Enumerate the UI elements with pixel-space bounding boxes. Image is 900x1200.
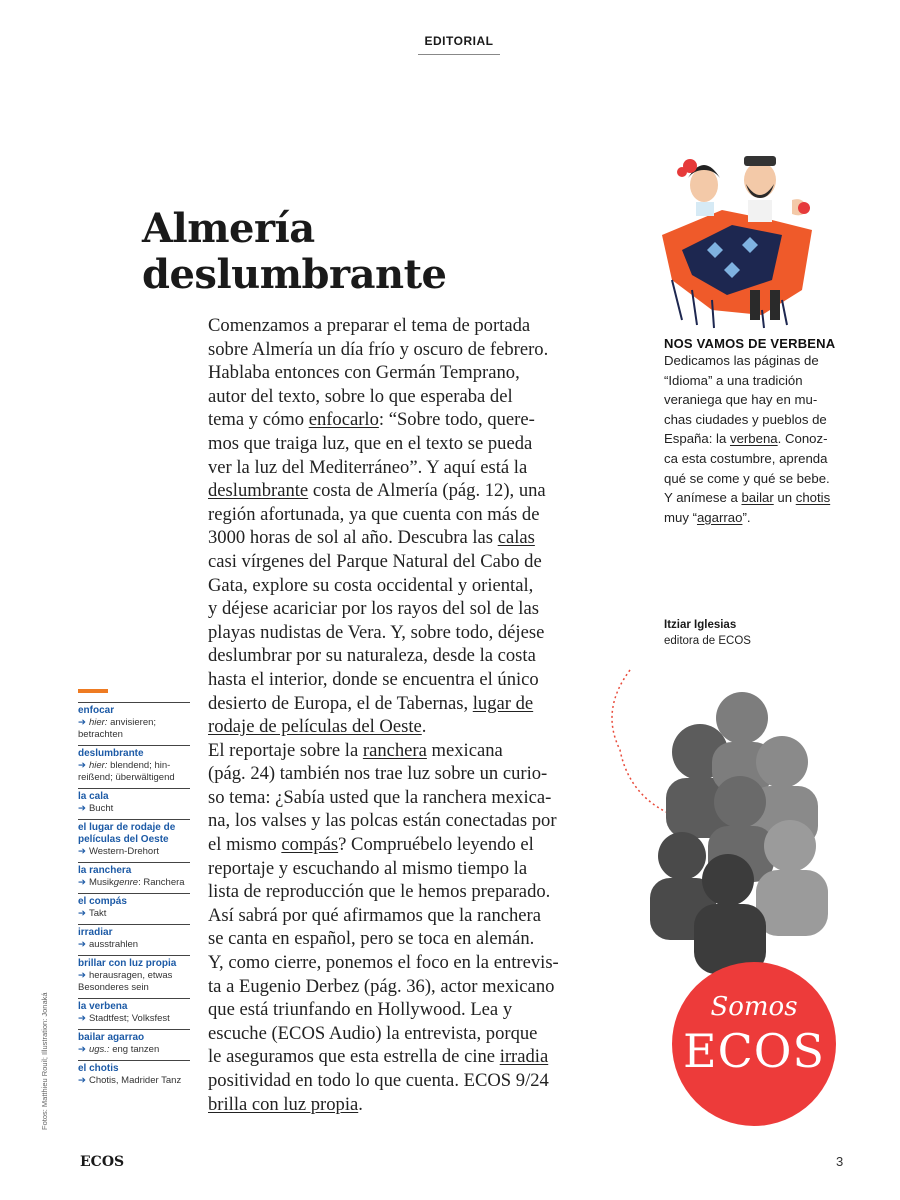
glossary-term: bailar agarrao: [78, 1032, 145, 1043]
body-line: playas nudistas de Vera. Y, sobre todo, déjese: [208, 621, 545, 643]
sidebar-line: muy “agarrao”.: [664, 509, 751, 525]
glossary-definition: ➔ Bucht: [78, 803, 114, 814]
body-line: el mismo compás? Compruébelo leyendo el: [208, 834, 534, 856]
body-line: lista de reproducción que le hemos preparado.: [208, 881, 551, 903]
body-line: casi vírgenes del Parque Natural del Cabo de: [208, 550, 542, 572]
body-line: so tema: ¿Sabía usted que la ranchera mexica-: [208, 786, 552, 808]
body-line: deslumbrante costa de Almería (pág. 12), una: [208, 480, 546, 502]
body-line: Así sabrá por qué afirmamos que la ranchera: [208, 904, 541, 926]
headline-line: Almería: [142, 205, 315, 252]
section-label: EDITORIAL: [418, 34, 500, 55]
glossary-term: el compás: [78, 896, 127, 907]
glossary-definition: reißend; überwältigend: [78, 772, 175, 783]
glossary-item: [78, 924, 190, 955]
body-line: desierto de Europa, el de Tabernas, lugar de: [208, 692, 534, 714]
body-line: brilla con luz propia.: [208, 1093, 363, 1115]
glossary-definition: ➔ Chotis, Madrider Tanz: [78, 1075, 182, 1086]
editorial-body: [208, 314, 588, 1116]
page-number: 3: [836, 1154, 844, 1169]
arrow-icon: ➔: [78, 939, 86, 950]
glossary-definition: ➔ ugs.: eng tanzen: [78, 1044, 160, 1055]
glossary-definition: ➔ ausstrahlen: [78, 939, 139, 950]
body-line: que está triunfando en Hollywood. Lea y: [208, 999, 513, 1021]
sidebar-line: Y anímese a bailar un chotis: [664, 490, 831, 506]
arrow-icon: ➔: [78, 803, 86, 814]
glossary-definition: ➔ Western-Drehort: [78, 846, 160, 857]
verbena-dancers-illustration: [652, 140, 822, 330]
glossary-item: [78, 1029, 190, 1060]
glossary: [78, 702, 190, 1091]
body-line: (pág. 24) también nos trae luz sobre un curio-: [208, 763, 548, 785]
sidebar-line: qué se come y qué se bebe.: [664, 470, 830, 486]
glossary-term: deslumbrante: [78, 748, 144, 759]
body-line: se canta en español, pero se toca en alemán.: [208, 928, 535, 950]
signature: [664, 617, 751, 649]
sidebar-line: “Idioma” a una tradición: [664, 372, 803, 388]
team-photo: [600, 660, 860, 980]
glossary-definition: ➔ Takt: [78, 908, 107, 919]
body-line: reportaje y escuchando al mismo tiempo la: [208, 857, 528, 879]
body-line: rodaje de películas del Oeste.: [208, 716, 427, 738]
body-line: ta a Eugenio Derbez (pág. 36), actor mexicano: [208, 975, 555, 997]
body-line: El reportaje sobre la ranchera mexicana: [208, 739, 503, 761]
body-line: Y, como cierre, ponemos el foco en la entrevis-: [208, 952, 559, 974]
glossary-definition: betrachten: [78, 729, 123, 740]
arrow-icon: ➔: [78, 1013, 86, 1024]
glossary-item: [78, 893, 190, 924]
badge-main-text: ECOS: [683, 1024, 825, 1078]
photo-credit: Fotos: Matthieu Rouil; Illustration: Jonaká: [40, 992, 49, 1130]
body-line: le aseguramos que esta estrella de cine irradia: [208, 1046, 549, 1068]
body-line: escuche (ECOS Audio) la entrevista, porque: [208, 1022, 538, 1044]
arrow-icon: ➔: [78, 717, 86, 728]
body-line: deslumbrar por su naturaleza, desde la costa: [208, 645, 536, 667]
arrow-icon: ➔: [78, 760, 86, 771]
body-line: ver la luz del Mediterráneo”. Y aquí está la: [208, 456, 528, 478]
body-line: región afortunada, ya que cuenta con más de: [208, 503, 540, 525]
body-line: Gata, explore su costa occidental y oriental,: [208, 574, 534, 596]
glossary-term: la verbena: [78, 1001, 128, 1012]
sidebar-title: NOS VAMOS DE VERBENA: [664, 336, 836, 351]
glossary-term: la cala: [78, 791, 109, 802]
glossary-definition: ➔ Stadtfest; Volksfest: [78, 1013, 170, 1024]
sidebar-line: Dedicamos las páginas de: [664, 353, 819, 368]
body-line: positividad en todo lo que cuenta. ECOS 9/24: [208, 1070, 549, 1091]
glossary-definition: ➔ Musikgenre: Ranchera: [78, 877, 185, 888]
somos-ecos-badge: [672, 962, 836, 1126]
glossary-item: [78, 998, 190, 1029]
glossary-term: películas del Oeste: [78, 834, 169, 845]
glossary-accent-bar: [78, 689, 108, 693]
glossary-item: [78, 955, 190, 998]
sidebar-line: ca esta costumbre, aprenda: [664, 450, 828, 466]
body-line: tema y cómo enfocarlo: “Sobre todo, quere-: [208, 409, 535, 431]
glossary-term: enfocar: [78, 705, 115, 716]
headline-line: deslumbrante: [142, 251, 447, 298]
glossary-item: [78, 702, 190, 745]
glossary-item: [78, 1060, 190, 1091]
glossary-term: el lugar de rodaje de: [78, 822, 176, 833]
glossary-item: [78, 862, 190, 893]
glossary-item: [78, 745, 190, 788]
sidebar-line: veraniega que hay en mu-: [664, 392, 818, 408]
arrow-icon: ➔: [78, 1044, 86, 1055]
body-line: hasta el interior, donde se encuentra el único: [208, 668, 539, 690]
sidebar-box: [664, 336, 854, 527]
footer-brand: ECOS: [80, 1154, 125, 1170]
glossary-term: la ranchera: [78, 865, 132, 876]
editor-name: Itziar Iglesias: [664, 619, 737, 631]
body-line: autor del texto, sobre lo que esperaba del: [208, 385, 513, 407]
editor-role: editora de ECOS: [664, 635, 751, 647]
glossary-item: [78, 819, 190, 862]
glossary-term: brillar con luz propia: [78, 958, 177, 969]
arrow-icon: ➔: [78, 877, 86, 888]
arrow-icon: ➔: [78, 846, 86, 857]
arrow-icon: ➔: [78, 1075, 86, 1086]
body-line: mos que traiga luz, que en el texto se pueda: [208, 432, 533, 454]
glossary-definition: ➔ hier: anvisieren;: [78, 717, 157, 728]
headline: [142, 206, 447, 298]
sidebar-line: chas ciudades y pueblos de: [664, 411, 827, 427]
glossary-term: el chotis: [78, 1063, 119, 1074]
sidebar-text: [664, 351, 854, 527]
glossary-definition: Besonderes sein: [78, 982, 149, 993]
glossary-item: [78, 788, 190, 819]
arrow-icon: ➔: [78, 970, 86, 981]
badge-script-text: Somos: [710, 992, 798, 1022]
glossary-definition: ➔ herausragen, etwas: [78, 970, 173, 981]
body-line: sobre Almería un día frío y oscuro de febrero.: [208, 338, 549, 360]
sidebar-line: España: la verbena. Conoz-: [664, 431, 828, 447]
glossary-term: irradiar: [78, 927, 113, 938]
body-line: na, los valses y las polcas están conectadas por: [208, 810, 557, 832]
body-line: 3000 horas de sol al año. Descubra las calas: [208, 527, 535, 549]
body-line: Comenzamos a preparar el tema de portada: [208, 315, 531, 336]
body-line: Hablaba entonces con Germán Temprano,: [208, 362, 520, 384]
arrow-icon: ➔: [78, 908, 86, 919]
glossary-definition: ➔ hier: blendend; hin-: [78, 760, 171, 771]
body-line: y déjese acariciar por los rayos del sol de las: [208, 598, 539, 620]
